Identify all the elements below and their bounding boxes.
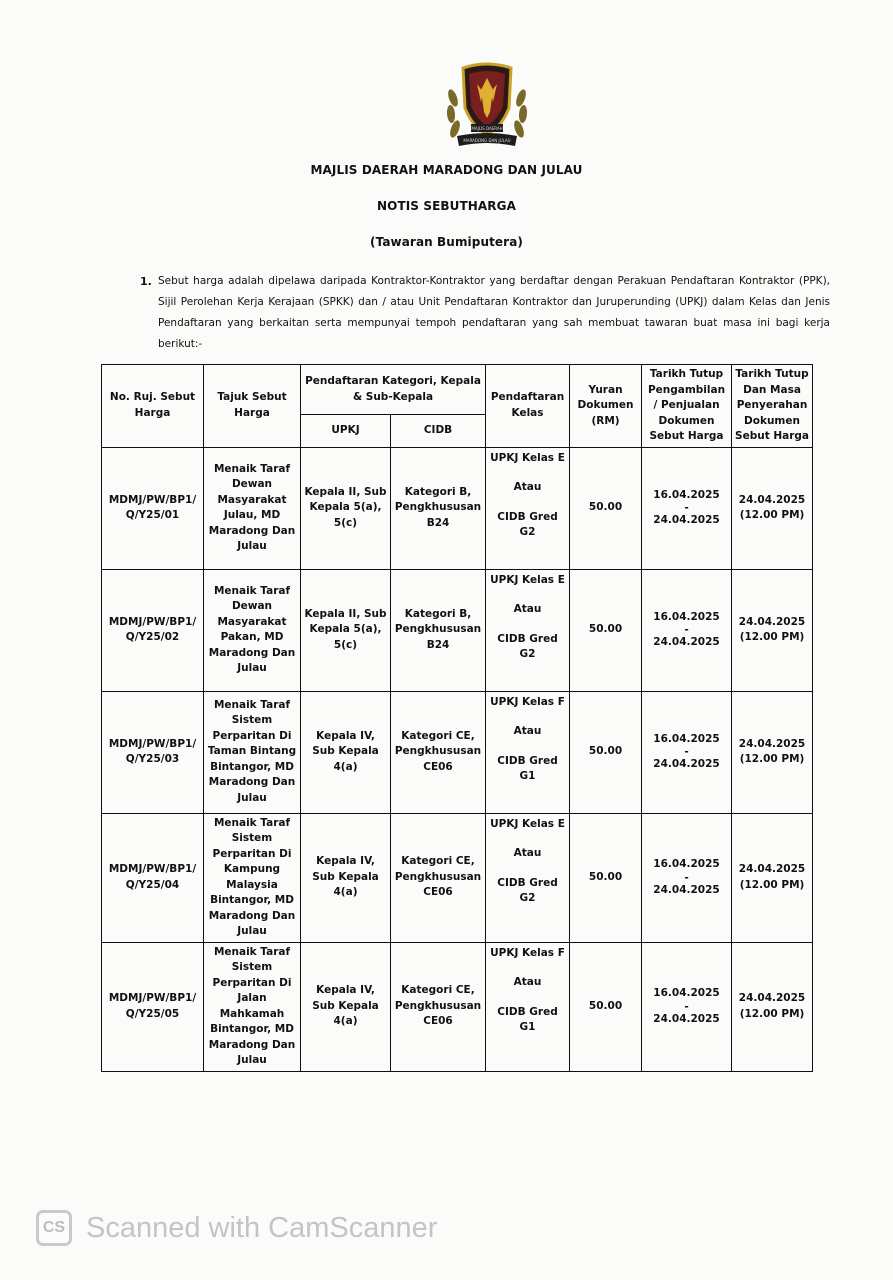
cell-collection-date xyxy=(642,447,732,569)
cell-title: Menaik Taraf Dewan Masyarakat Julau, MD Maradong Dan Julau xyxy=(204,447,301,569)
cell-ref: MDMJ/PW/BP1/ Q/Y25/03 xyxy=(102,691,204,813)
cell-fee: 50.00 xyxy=(570,569,642,691)
table-row xyxy=(102,691,813,813)
cell-submission-date xyxy=(732,447,813,569)
header-ref: No. Ruj. Sebut Harga xyxy=(102,365,204,448)
date-dash: - xyxy=(684,1000,689,1013)
cell-cidb: Kategori CE, Pengkhususan CE06 xyxy=(391,813,486,942)
cell-upkj: Kepala II, Sub Kepala 5(a), 5(c) xyxy=(301,569,391,691)
header-cidb: CIDB xyxy=(391,415,486,447)
class-upkj: UPKJ Kelas E xyxy=(490,817,565,830)
cell-ref: MDMJ/PW/BP1/ Q/Y25/05 xyxy=(102,942,204,1071)
cell-ref: MDMJ/PW/BP1/ Q/Y25/01 xyxy=(102,447,204,569)
header-collection-date: Tarikh Tutup Pengambilan / Penjualan Dokumen Sebut Harga xyxy=(642,365,732,448)
cell-fee: 50.00 xyxy=(570,813,642,942)
camscanner-watermark xyxy=(36,1208,437,1248)
header-fee: Yuran Dokumen (RM) xyxy=(570,365,642,448)
class-or: Atau xyxy=(513,481,542,493)
header-registration: Pendaftaran Kategori, Kepala & Sub-Kepala xyxy=(301,365,486,415)
class-cidb: CIDB Gred G2 xyxy=(497,876,558,904)
cell-upkj: Kepala II, Sub Kepala 5(a), 5(c) xyxy=(301,447,391,569)
close-time: (12.00 PM) xyxy=(739,1007,805,1020)
cell-upkj: Kepala IV, Sub Kepala 4(a) xyxy=(301,691,391,813)
cell-upkj: Kepala IV, Sub Kepala 4(a) xyxy=(301,942,391,1071)
cell-fee: 50.00 xyxy=(570,942,642,1071)
camscanner-text: Scanned with CamScanner xyxy=(86,1211,438,1244)
camscanner-badge: CS xyxy=(36,1210,72,1246)
date-dash: - xyxy=(684,624,689,636)
cell-submission-date xyxy=(732,942,813,1071)
cell-cidb: Kategori B, Pengkhususan B24 xyxy=(391,447,486,569)
cell-title: Menaik Taraf Sistem Perparitan Di Jalan Mahkamah Bintangor, MD Maradong Dan Julau xyxy=(204,942,301,1071)
cell-collection-date xyxy=(642,813,732,942)
tender-table xyxy=(101,364,813,1072)
date-from: 16.04.2025 xyxy=(653,987,720,999)
cell-submission-date xyxy=(732,813,813,942)
date-dash: - xyxy=(684,502,689,514)
svg-text:MARADONG DAN JULAU: MARADONG DAN JULAU xyxy=(463,138,511,143)
council-name: MAJLIS DAERAH MARADONG DAN JULAU xyxy=(310,163,583,177)
date-from: 16.04.2025 xyxy=(653,858,720,870)
close-date: 24.04.2025 xyxy=(738,493,806,506)
class-cidb: CIDB Gred G2 xyxy=(497,632,558,660)
date-to: 24.04.2025 xyxy=(653,1012,720,1025)
class-or: Atau xyxy=(513,847,542,859)
date-from: 16.04.2025 xyxy=(653,610,720,623)
notice-title: NOTIS SEBUTHARGA xyxy=(377,199,516,213)
cell-class xyxy=(486,447,570,569)
cell-cidb: Kategori B, Pengkhususan B24 xyxy=(391,569,486,691)
date-to: 24.04.2025 xyxy=(653,636,720,648)
cell-collection-date xyxy=(642,569,732,691)
cell-ref: MDMJ/PW/BP1/ Q/Y25/04 xyxy=(102,813,204,942)
class-upkj: UPKJ Kelas F xyxy=(490,946,565,959)
cell-title: Menaik Taraf Sistem Perparitan Di Taman Bintang Bintangor, MD Maradong Dan Julau xyxy=(204,691,301,813)
notice-subtitle: (Tawaran Bumiputera) xyxy=(370,235,523,249)
paragraph-number: 1. xyxy=(140,275,152,288)
class-or: Atau xyxy=(513,976,542,988)
header-class: Pendaftaran Kelas xyxy=(486,365,570,448)
class-upkj: UPKJ Kelas F xyxy=(490,695,565,708)
cell-submission-date xyxy=(732,691,813,813)
cell-cidb: Kategori CE, Pengkhususan CE06 xyxy=(391,691,486,813)
close-time: (12.00 PM) xyxy=(739,753,805,765)
cell-class xyxy=(486,813,570,942)
close-date: 24.04.2025 xyxy=(738,863,806,875)
cell-title: Menaik Taraf Sistem Perparitan Di Kampung Malaysia Bintangor, MD Maradong Dan Julau xyxy=(204,813,301,942)
cell-ref: MDMJ/PW/BP1/ Q/Y25/02 xyxy=(102,569,204,691)
cell-cidb: Kategori CE, Pengkhususan CE06 xyxy=(391,942,486,1071)
paragraph-text: Sebut harga adalah dipelawa daripada Kontraktor-Kontraktor yang berdaftar dengan Perakuan Pendaftaran Kontraktor (PPK), Sijil Perolehan Kerja Kerajaan (SPKK) dan / atau Unit Pendaftaran Kontraktor dan Juruperunding (UPKJ) dalam Kelas dan Jenis Pendaftaran yang berkaitan serta mempunyai tempoh pendaftaran yang sah membuat tawaran buat masa ini bagi kerja berikut:- xyxy=(158,275,830,350)
crest-logo xyxy=(443,58,531,154)
class-cidb: CIDB Gred G1 xyxy=(497,754,558,782)
close-date: 24.04.2025 xyxy=(738,615,806,628)
invitation-paragraph xyxy=(140,271,830,355)
class-upkj: UPKJ Kelas E xyxy=(490,451,565,464)
table-row xyxy=(102,813,813,942)
cell-collection-date xyxy=(642,691,732,813)
date-to: 24.04.2025 xyxy=(653,883,720,896)
cell-class xyxy=(486,942,570,1071)
table-row xyxy=(102,447,813,569)
date-dash: - xyxy=(684,746,689,758)
class-cidb: CIDB Gred G1 xyxy=(497,1005,558,1033)
table-row xyxy=(102,942,813,1071)
class-or: Atau xyxy=(513,725,542,737)
class-or: Atau xyxy=(513,603,542,615)
table-row xyxy=(102,569,813,691)
date-from: 16.04.2025 xyxy=(653,732,720,745)
close-date: 24.04.2025 xyxy=(738,992,806,1004)
cell-class xyxy=(486,569,570,691)
close-date: 24.04.2025 xyxy=(738,737,806,750)
cell-upkj: Kepala IV, Sub Kepala 4(a) xyxy=(301,813,391,942)
header-submission-date: Tarikh Tutup Dan Masa Penyerahan Dokumen Sebut Harga xyxy=(732,365,813,448)
close-time: (12.00 PM) xyxy=(739,509,805,521)
date-dash: - xyxy=(684,871,689,884)
header-upkj: UPKJ xyxy=(301,415,391,447)
cell-fee: 50.00 xyxy=(570,691,642,813)
date-to: 24.04.2025 xyxy=(653,758,720,770)
header-title: Tajuk Sebut Harga xyxy=(204,365,301,448)
class-cidb: CIDB Gred G2 xyxy=(497,510,558,538)
cell-class xyxy=(486,691,570,813)
date-to: 24.04.2025 xyxy=(653,514,720,526)
cell-collection-date xyxy=(642,942,732,1071)
svg-text:MAJLIS DAERAH: MAJLIS DAERAH xyxy=(471,126,503,131)
cell-title: Menaik Taraf Dewan Masyarakat Pakan, MD Maradong Dan Julau xyxy=(204,569,301,691)
cell-fee: 50.00 xyxy=(570,447,642,569)
close-time: (12.00 PM) xyxy=(739,878,805,891)
table-header-row xyxy=(102,365,813,415)
cell-submission-date xyxy=(732,569,813,691)
class-upkj: UPKJ Kelas E xyxy=(490,573,565,586)
date-from: 16.04.2025 xyxy=(653,488,720,501)
close-time: (12.00 PM) xyxy=(739,631,805,643)
